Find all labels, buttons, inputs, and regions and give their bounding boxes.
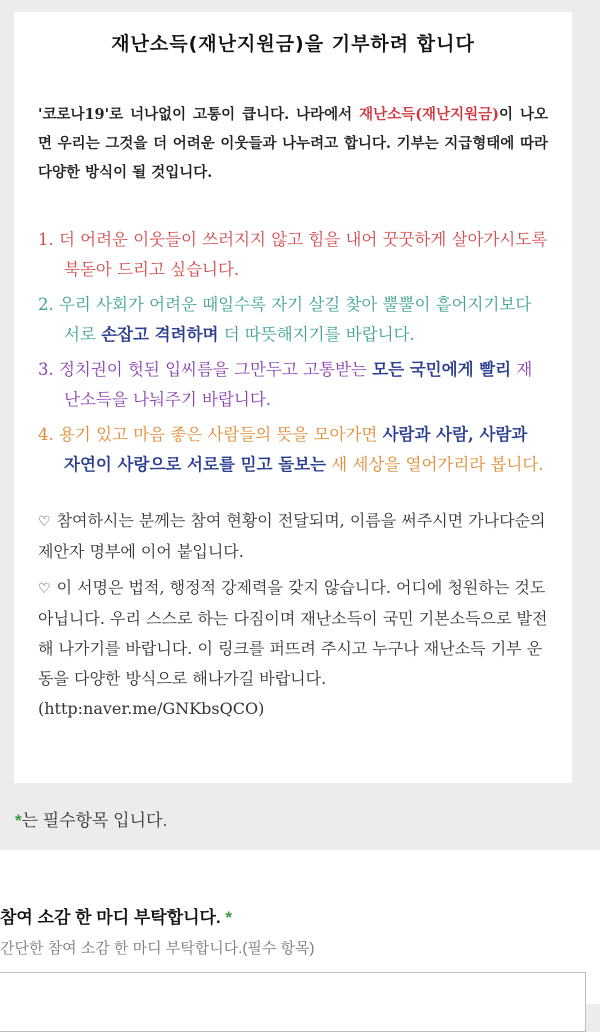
list-item-2-emphasis: 손잡고 격려하며 bbox=[101, 325, 219, 344]
intro-text-1: '코로나19'로 너나없이 고통이 큽니다. 나라에서 bbox=[38, 106, 360, 123]
question-title bbox=[0, 903, 232, 928]
list-item-4-text-end: 새 세상을 열어가리라 봅니다. bbox=[326, 455, 544, 474]
note-1-text: 참여하시는 분께는 참여 현황이 전달되며, 이름을 써주시면 가나다순의 제안자 명부에 이어 붙입니다. bbox=[38, 511, 546, 561]
notes bbox=[38, 506, 548, 724]
required-star-icon: * bbox=[15, 811, 22, 830]
list-item-2-text-end: 더 따뜻해지기를 바랍니다. bbox=[218, 325, 415, 344]
list-item-3-text-end: 재난소득을 나눠주기 바랍니다. bbox=[64, 360, 533, 409]
heart-icon: ♡ bbox=[38, 581, 51, 597]
list-item-3-text: 3. 정치권이 헛된 입씨름을 그만두고 고통받는 bbox=[38, 360, 373, 379]
note-2-text: 이 서명은 법적, 행정적 강제력을 갖지 않습니다. 어디에 청원하는 것도 아닙니다. 우리 스스로 하는 다짐이며 재난소득이 국민 기본소득으로 발전해 나가기를 바랍니다. 이 링크를 퍼뜨려 주시고 누구나 재난소득 기부 운동을 다양한 방식으로 해나가길 바랍니다. (http:naver.me/GNKbsQCO) bbox=[38, 578, 548, 718]
wish-list bbox=[38, 225, 548, 480]
required-star-icon: * bbox=[225, 908, 233, 927]
list-item-4-emphasis: 사람과 사람, 사람과 자연이 사랑으로 서로를 믿고 돌보는 bbox=[64, 425, 528, 474]
list-item-3 bbox=[38, 355, 548, 415]
list-item-4 bbox=[38, 420, 548, 480]
note-1 bbox=[38, 506, 548, 567]
intro-highlight: 재난소득(재난지원금) bbox=[359, 106, 499, 123]
petition-title: 재난소득(재난지원금)을 기부하려 합니다 bbox=[111, 33, 475, 55]
list-item-4-text: 4. 용기 있고 마음 좋은 사람들의 뜻을 모아가면 bbox=[38, 425, 383, 444]
heart-icon: ♡ bbox=[38, 514, 51, 530]
answer-input[interactable] bbox=[0, 972, 586, 1032]
question-description: 간단한 참여 소감 한 마디 부탁합니다.(필수 항목) bbox=[0, 940, 315, 957]
intro-paragraph bbox=[38, 100, 548, 187]
question-section bbox=[0, 850, 600, 1004]
question-title-text: 참여 소감 한 마디 부탁합니다. bbox=[0, 908, 221, 927]
list-item-3-emphasis: 모든 국민에게 빨리 bbox=[372, 360, 512, 379]
list-item-2 bbox=[38, 290, 548, 350]
required-note-text: 는 필수항목 입니다. bbox=[21, 811, 168, 830]
intro-text-2: 이 나오면 우리는 그것을 더 어려운 이웃들과 나누려고 합니다. 기부는 지급형태에 따라 다양한 방식이 될 것입니다. bbox=[38, 106, 548, 181]
list-item-2-text: 2. 우리 사회가 어려운 때일수록 자기 살길 찾아 뿔뿔이 흩어지기보다 서로 bbox=[38, 295, 532, 344]
list-item-1: 1. 더 어려운 이웃들이 쓰러지지 않고 힘을 내어 꿋꿋하게 살아가시도록 북돋아 드리고 싶습니다. bbox=[38, 230, 548, 279]
required-note bbox=[15, 806, 167, 831]
note-2 bbox=[38, 573, 548, 724]
petition-card bbox=[14, 12, 572, 783]
